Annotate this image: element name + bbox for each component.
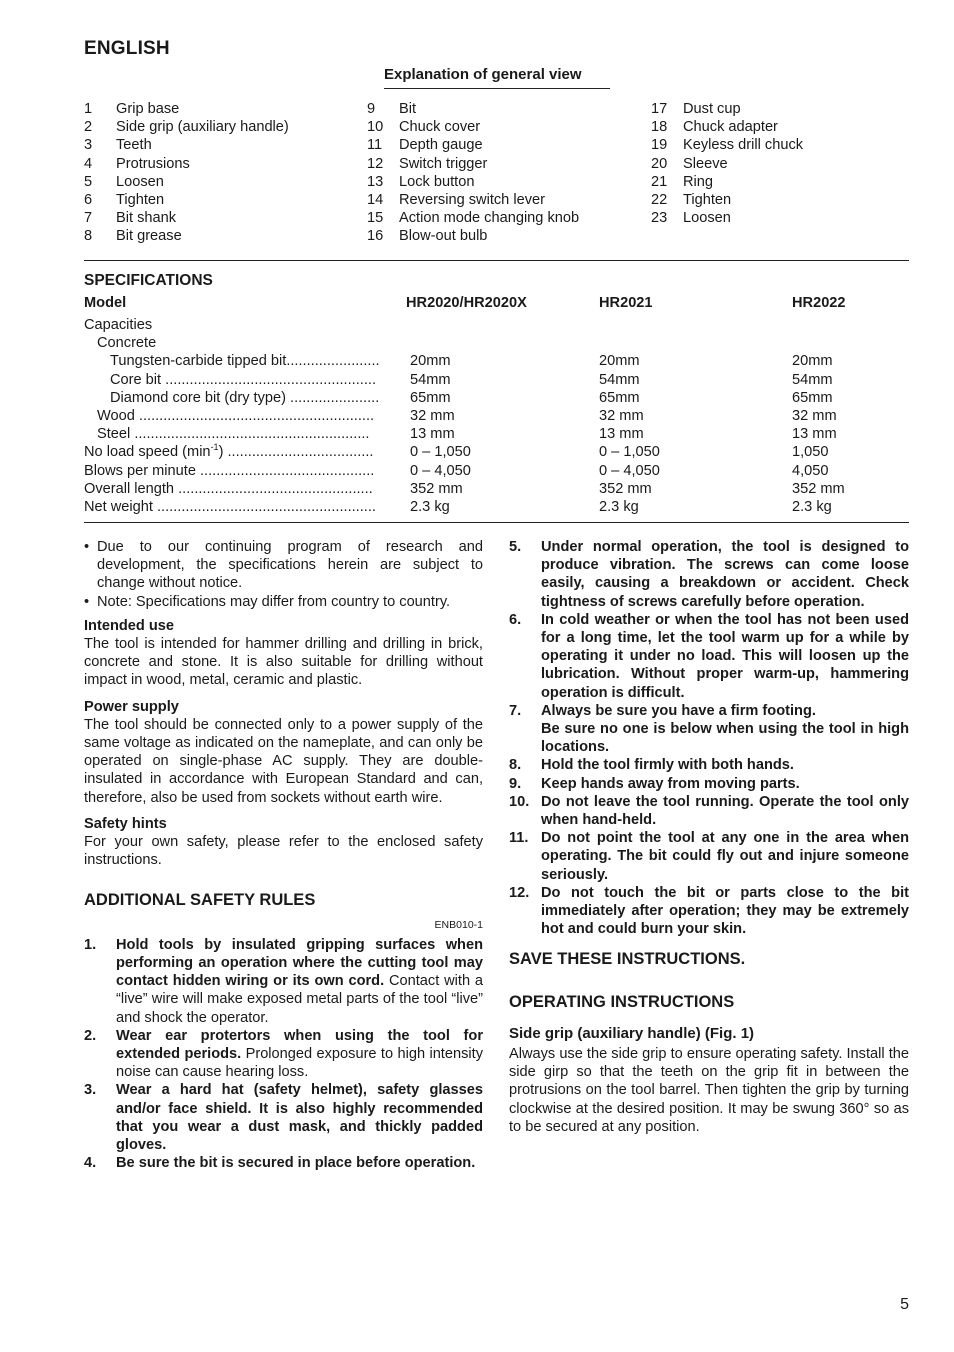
spec-value: 0 – 4,050 xyxy=(410,462,471,479)
part-number: 5 xyxy=(84,173,93,190)
language-heading: ENGLISH xyxy=(84,38,170,59)
spec-value: 352 mm xyxy=(599,480,652,497)
spec-value: 54mm xyxy=(599,371,640,388)
spec-row xyxy=(84,352,909,370)
parts-list-item xyxy=(367,173,579,191)
spec-row xyxy=(84,443,909,461)
part-number: 19 xyxy=(651,137,668,154)
spec-label: Tungsten-carbide tipped bit....................... xyxy=(110,353,380,370)
spec-value: 54mm xyxy=(410,371,451,388)
part-number: 8 xyxy=(84,228,93,245)
parts-list-item xyxy=(367,155,579,173)
spec-value: 32 mm xyxy=(599,407,644,424)
rule-number: 9. xyxy=(509,775,522,792)
part-label: Switch trigger xyxy=(399,155,488,172)
part-label: Dust cup xyxy=(683,101,741,117)
spec-value: 65mm xyxy=(410,389,451,406)
note-item: • Note: Specifications may differ from country to country. xyxy=(84,593,451,610)
parts-list-item xyxy=(367,209,579,227)
safety-hints-text: For your own safety, please refer to the enclosed safety instructions. xyxy=(84,834,483,869)
part-label: Ring xyxy=(683,173,714,190)
parts-list-column-1 xyxy=(84,100,289,246)
spec-label: Capacities xyxy=(84,317,153,333)
safety-rule xyxy=(509,756,909,774)
rule-number: 6. xyxy=(509,611,522,628)
part-number: 2 xyxy=(84,119,93,136)
spec-row xyxy=(84,334,909,352)
rule-number: 7. xyxy=(509,702,522,719)
side-grip-text: Always use the side grip to ensure operating safety. Install the side girp so that the teeth on the grip fit in between the protrusions on the tool barrel. Then tighten the grip by turning clockwise at the desired position. It may be swung 360° so as to be secured at any position. xyxy=(509,1046,909,1135)
note-item: • Due to our continuing program of research and development, the specifications herein are subject to change without notice. xyxy=(84,539,483,592)
part-label: Loosen xyxy=(116,173,164,190)
part-label: Blow-out bulb xyxy=(399,228,488,245)
part-number: 16 xyxy=(367,228,384,245)
part-label: Keyless drill chuck xyxy=(683,137,804,154)
parts-list-item xyxy=(367,191,579,209)
rule-bold-text: Be sure no one is below when using the tool in high locations. xyxy=(541,721,909,756)
part-number: 20 xyxy=(651,155,668,172)
rule-bold-text: Always be sure you have a firm footing. xyxy=(541,702,816,719)
spec-row xyxy=(84,316,909,334)
spec-label: No load speed $(\min^{-1})$ .................................... xyxy=(84,442,374,461)
part-number: 3 xyxy=(84,137,93,154)
spec-value: 65mm xyxy=(792,389,833,406)
spec-value: 20mm xyxy=(792,353,833,370)
part-number: 17 xyxy=(651,101,668,117)
safety-rules-list xyxy=(84,936,483,1173)
part-label: Tighten xyxy=(116,191,165,208)
part-label: Teeth xyxy=(116,137,152,154)
general-view-title: Explanation of general view xyxy=(384,66,610,89)
part-label: Action mode changing knob xyxy=(399,210,580,227)
rule-number: 11. xyxy=(509,830,529,847)
safety-rule xyxy=(509,884,909,939)
safety-rule xyxy=(84,1081,483,1154)
spec-value: 65mm xyxy=(599,389,640,406)
spec-row xyxy=(84,389,909,407)
rule-bold-text: Wear ear protertors when using the tool for extended periods. xyxy=(116,1027,483,1063)
additional-safety-title: ADDITIONAL SAFETY RULES xyxy=(84,891,316,910)
safety-rule xyxy=(509,538,909,611)
parts-list-item xyxy=(651,155,803,173)
safety-rule xyxy=(84,1027,483,1082)
parts-list-item xyxy=(651,118,803,136)
parts-list-item xyxy=(651,191,803,209)
safety-rule xyxy=(509,775,909,793)
rule-number: 3. xyxy=(84,1082,97,1099)
spec-label: Concrete xyxy=(97,335,157,352)
parts-list-column-3 xyxy=(651,100,803,227)
rule-text: Prolonged exposure to high intensity noise can cause hearing loss. xyxy=(116,1046,483,1081)
divider xyxy=(84,260,909,261)
parts-list-item xyxy=(84,155,289,173)
spec-value: 2.3 kg xyxy=(599,498,639,515)
part-label: Loosen xyxy=(683,210,731,227)
side-grip-subtitle: Side grip (auxiliary handle) (Fig. 1) xyxy=(509,1024,755,1042)
rule-bold-text: Do not touch the bit or parts close to the bit immediately after operation; they may be extremely hot and could burn your skin. xyxy=(541,884,909,938)
part-number: 21 xyxy=(651,173,668,190)
rule-number: 4. xyxy=(84,1155,97,1172)
rule-number: 8. xyxy=(509,757,522,774)
part-label: Reversing switch lever xyxy=(399,191,545,208)
parts-list-item xyxy=(367,227,579,245)
part-label: Sleeve xyxy=(683,155,728,172)
rule-bold-text: Be sure the bit is secured in place before operation. xyxy=(116,1155,476,1172)
specifications-title: SPECIFICATIONS xyxy=(84,272,213,289)
part-number: 6 xyxy=(84,191,93,208)
spec-label: Overall length ................................................ xyxy=(84,480,373,497)
part-label: Protrusions xyxy=(116,155,190,172)
spec-value: 54mm xyxy=(792,371,833,388)
spec-row xyxy=(84,407,909,425)
spec-value: 0 – 1,050 xyxy=(410,444,471,461)
spec-row xyxy=(84,480,909,498)
spec-value: 2.3 kg xyxy=(792,498,832,515)
spec-value: 13 mm xyxy=(792,426,837,443)
safety-rule xyxy=(509,829,909,884)
part-number: 13 xyxy=(367,173,384,190)
spec-label: Core bit .................................................... xyxy=(110,371,376,388)
rule-number: 10. xyxy=(509,793,530,810)
rule-number: 12. xyxy=(509,884,530,901)
spec-value: 20mm xyxy=(410,353,451,370)
rule-bold-text: Do not leave the tool running. Operate the tool only when hand-held. xyxy=(541,793,909,829)
part-number: 15 xyxy=(367,210,384,227)
parts-list-item xyxy=(367,136,579,154)
parts-list-item xyxy=(367,100,579,118)
rule-bold-text: Hold tools by insulated gripping surfaces when performing an operation where the cutting tool may contact hidden wiring or its own cord. xyxy=(116,936,483,990)
rule-number: 5. xyxy=(509,539,522,555)
divider xyxy=(84,522,909,523)
spec-value: 13 mm xyxy=(599,426,644,443)
power-supply-text: The tool should be connected only to a power supply of the same voltage as indicated on the nameplate, and can only be operated on single-phase AC supply. They are double-insulated in accordance with European Standard and can, therefore, also be used from sockets without earth wire. xyxy=(84,716,483,806)
spec-value: 0 – 1,050 xyxy=(599,444,660,461)
rule-number: 1. xyxy=(84,936,97,953)
parts-list-column-2 xyxy=(367,100,579,246)
power-supply-title: Power supply xyxy=(84,698,179,715)
right-column xyxy=(509,538,909,1136)
intended-use-title: Intended use xyxy=(84,617,175,634)
part-label: Lock button xyxy=(399,173,475,190)
rule-text: Contact with a “live” wire will make exposed metal parts of the tool “live” and shock the operator. xyxy=(116,973,484,1026)
rule-bold-text: Under normal operation, the tool is designed to produce vibration. The screws can come loose easily, causing a breakdown or accident. Check tightness of screws carefully before operation. xyxy=(541,539,909,610)
parts-list-item xyxy=(84,100,289,118)
model-header-1: HR2020/HR2020X xyxy=(406,295,527,311)
spec-value: 20mm xyxy=(599,353,640,370)
model-header-3: HR2022 xyxy=(792,295,846,311)
safety-rule xyxy=(84,1154,483,1172)
spec-label: Diamond core bit (dry type) ...................... xyxy=(110,389,380,406)
part-number: 10 xyxy=(367,119,384,136)
left-column xyxy=(84,538,483,1173)
specifications-table xyxy=(84,316,909,516)
part-label: Depth gauge xyxy=(399,137,483,154)
part-number: 11 xyxy=(367,137,383,154)
operating-instructions-title: OPERATING INSTRUCTIONS xyxy=(509,992,735,1011)
part-number: 22 xyxy=(651,191,668,208)
save-instructions: SAVE THESE INSTRUCTIONS. xyxy=(509,950,746,969)
part-label: Tighten xyxy=(683,191,732,208)
part-number: 12 xyxy=(367,155,384,172)
spec-row xyxy=(84,498,909,516)
part-label: Bit shank xyxy=(116,210,177,227)
safety-rule xyxy=(84,936,483,1027)
parts-list-item xyxy=(84,173,289,191)
parts-list-item xyxy=(84,136,289,154)
spec-value: 352 mm xyxy=(792,480,845,497)
parts-list-item xyxy=(367,118,579,136)
part-label: Side grip (auxiliary handle) xyxy=(116,119,289,136)
part-number: 7 xyxy=(84,210,93,227)
page-number: 5 xyxy=(900,1296,909,1313)
parts-list-item xyxy=(84,118,289,136)
part-label: Bit xyxy=(399,101,417,117)
part-number: 18 xyxy=(651,119,668,136)
part-number: 14 xyxy=(367,191,384,208)
parts-list-item xyxy=(651,209,803,227)
spec-label: Blows per minute ........................................... xyxy=(84,462,375,479)
intended-use-text: The tool is intended for hammer drilling and drilling in brick, concrete and stone. It is also suitable for drilling without impact in wood, metal, ceramic and plastic. xyxy=(84,636,483,689)
part-number: 4 xyxy=(84,155,93,172)
part-label: Bit grease xyxy=(116,228,182,245)
part-number: 9 xyxy=(367,101,376,117)
rule-bold-text: In cold weather or when the tool has not been used for a long time, let the tool warm up for a while by operating it under no load. This will loosen up the lubrication. Without proper warm-up, hammering operation is difficult. xyxy=(541,611,909,701)
spec-label: Net weight ...................................................... xyxy=(84,498,376,515)
model-header-2: HR2021 xyxy=(599,295,653,311)
safety-rules-list xyxy=(509,538,909,938)
spec-row xyxy=(84,425,909,443)
rule-number: 2. xyxy=(84,1027,97,1044)
spec-value: 2.3 kg xyxy=(410,498,450,515)
rule-bold-text: Wear a hard hat (safety helmet), safety glasses and/or face shield. It is also highly recommended that you wear a dust mask, and thickly padded gloves. xyxy=(116,1082,483,1154)
parts-list-item xyxy=(651,173,803,191)
rule-bold-text: Do not point the tool at any one in the area when operating. The bit could fly out and injure someone seriously. xyxy=(541,830,909,883)
rule-bold-text: Keep hands away from moving parts. xyxy=(541,775,800,792)
safety-hints-title: Safety hints xyxy=(84,815,167,832)
model-label: Model xyxy=(84,295,127,311)
parts-list-item xyxy=(651,100,803,118)
spec-value: 13 mm xyxy=(410,426,455,443)
part-number: 23 xyxy=(651,210,668,227)
spec-label: Wood .......................................................... xyxy=(97,407,375,424)
part-label: Grip base xyxy=(116,101,180,117)
safety-rule xyxy=(509,793,909,829)
spec-value: 1,050 xyxy=(792,444,829,461)
spec-row xyxy=(84,371,909,389)
part-number: 1 xyxy=(84,101,93,117)
spec-row xyxy=(84,462,909,480)
parts-list-item xyxy=(84,209,289,227)
parts-list-item xyxy=(84,227,289,245)
part-label: Chuck adapter xyxy=(683,119,778,136)
spec-value: 0 – 4,050 xyxy=(599,462,660,479)
parts-list-item xyxy=(84,191,289,209)
spec-value: 32 mm xyxy=(792,407,837,424)
spec-value: 32 mm xyxy=(410,407,455,424)
part-label: Chuck cover xyxy=(399,119,481,136)
document-code: ENB010-1 xyxy=(434,918,483,931)
spec-value: 352 mm xyxy=(410,480,463,497)
spec-label: Steel .......................................................... xyxy=(97,426,370,443)
parts-list-item xyxy=(651,136,803,154)
safety-rule xyxy=(509,702,909,757)
rule-bold-text: Hold the tool firmly with both hands. xyxy=(541,757,794,774)
spec-value: 4,050 xyxy=(792,462,829,479)
safety-rule xyxy=(509,611,909,702)
